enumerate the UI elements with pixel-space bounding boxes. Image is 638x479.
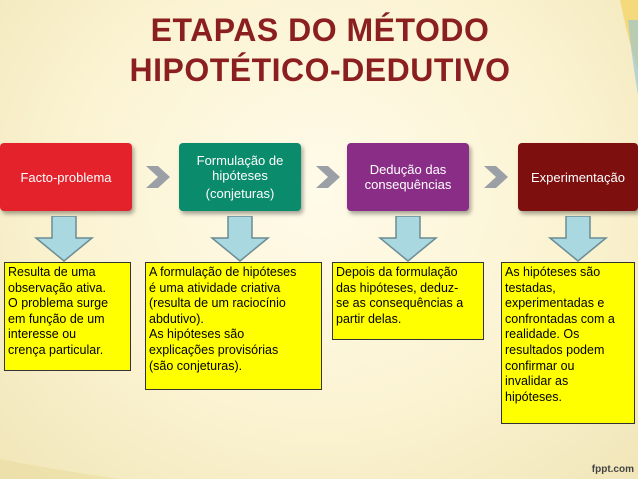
note-line: crença particular.: [8, 342, 104, 357]
note-line: invalidar as: [505, 374, 569, 389]
note-line: é uma atividade criativa: [149, 280, 281, 295]
note-line: abdutivo).: [149, 311, 204, 326]
note-line: confirmar ou: [505, 358, 575, 373]
step-experimentacao: [518, 143, 638, 211]
note-line: testadas,: [505, 280, 556, 295]
arrow-down-icon: [34, 216, 94, 262]
chevron-right-icon: [146, 166, 170, 188]
chevron-right-icon: [316, 166, 340, 188]
note-line: realidade. Os: [505, 327, 580, 342]
note-line: O problema surge: [8, 296, 109, 311]
step-label: consequências: [364, 177, 452, 192]
note-line: confrontadas com a: [505, 311, 615, 326]
note-line: explicações provisórias: [149, 342, 279, 357]
step-label: Facto-problema: [20, 169, 112, 185]
step-facto-problema: [0, 143, 132, 211]
note-line: As hipóteses são: [149, 327, 245, 342]
arrow-down-icon: [210, 216, 270, 262]
step-label: Dedução das: [369, 162, 447, 177]
title-line-1: ETAPAS DO MÉTODO: [150, 12, 490, 48]
note-line: (são conjeturas).: [149, 358, 243, 373]
note-facto-problema: [4, 262, 131, 371]
note-line: das hipóteses, deduz-: [336, 280, 459, 295]
step-label: hipóteses: [212, 168, 268, 183]
note-line: observação ativa.: [8, 280, 106, 295]
step-label: Experimentação: [531, 169, 625, 185]
note-line: se as consequências a: [336, 296, 464, 311]
note-line: experimentadas e: [505, 296, 605, 311]
note-line: resultados podem: [505, 342, 605, 357]
note-line: interesse ou: [8, 327, 77, 342]
arrow-down-icon: [378, 216, 438, 262]
title-line-2: HIPOTÉTICO-DEDUTIVO: [129, 52, 511, 88]
page-title: [40, 10, 600, 90]
step-label: Formulação de: [196, 153, 284, 168]
decorative-corner-ribbons: [598, 0, 638, 120]
note-line: As hipóteses são: [505, 265, 601, 279]
note-deducao-consequencias: [332, 262, 484, 340]
chevron-right-icon: [484, 166, 508, 188]
note-line: hipóteses.: [505, 389, 562, 404]
note-line: A formulação de hipóteses: [149, 265, 297, 279]
note-experimentacao: [501, 262, 635, 424]
step-formulacao-hipoteses: [179, 143, 301, 211]
step-label: (conjeturas): [205, 186, 275, 201]
footer-logo: fppt.com: [591, 464, 634, 475]
note-line: em função de um: [8, 311, 105, 326]
step-deducao-consequencias: [347, 143, 469, 211]
note-line: Depois da formulação: [336, 265, 458, 279]
note-line: Resulta de uma: [8, 265, 96, 279]
note-formulacao-hipoteses: [145, 262, 322, 390]
note-line: (resulta de um raciocínio: [149, 296, 286, 311]
arrow-down-icon: [548, 216, 608, 262]
decorative-bottom-ribbons: [0, 439, 120, 479]
note-line: partir delas.: [336, 311, 402, 326]
